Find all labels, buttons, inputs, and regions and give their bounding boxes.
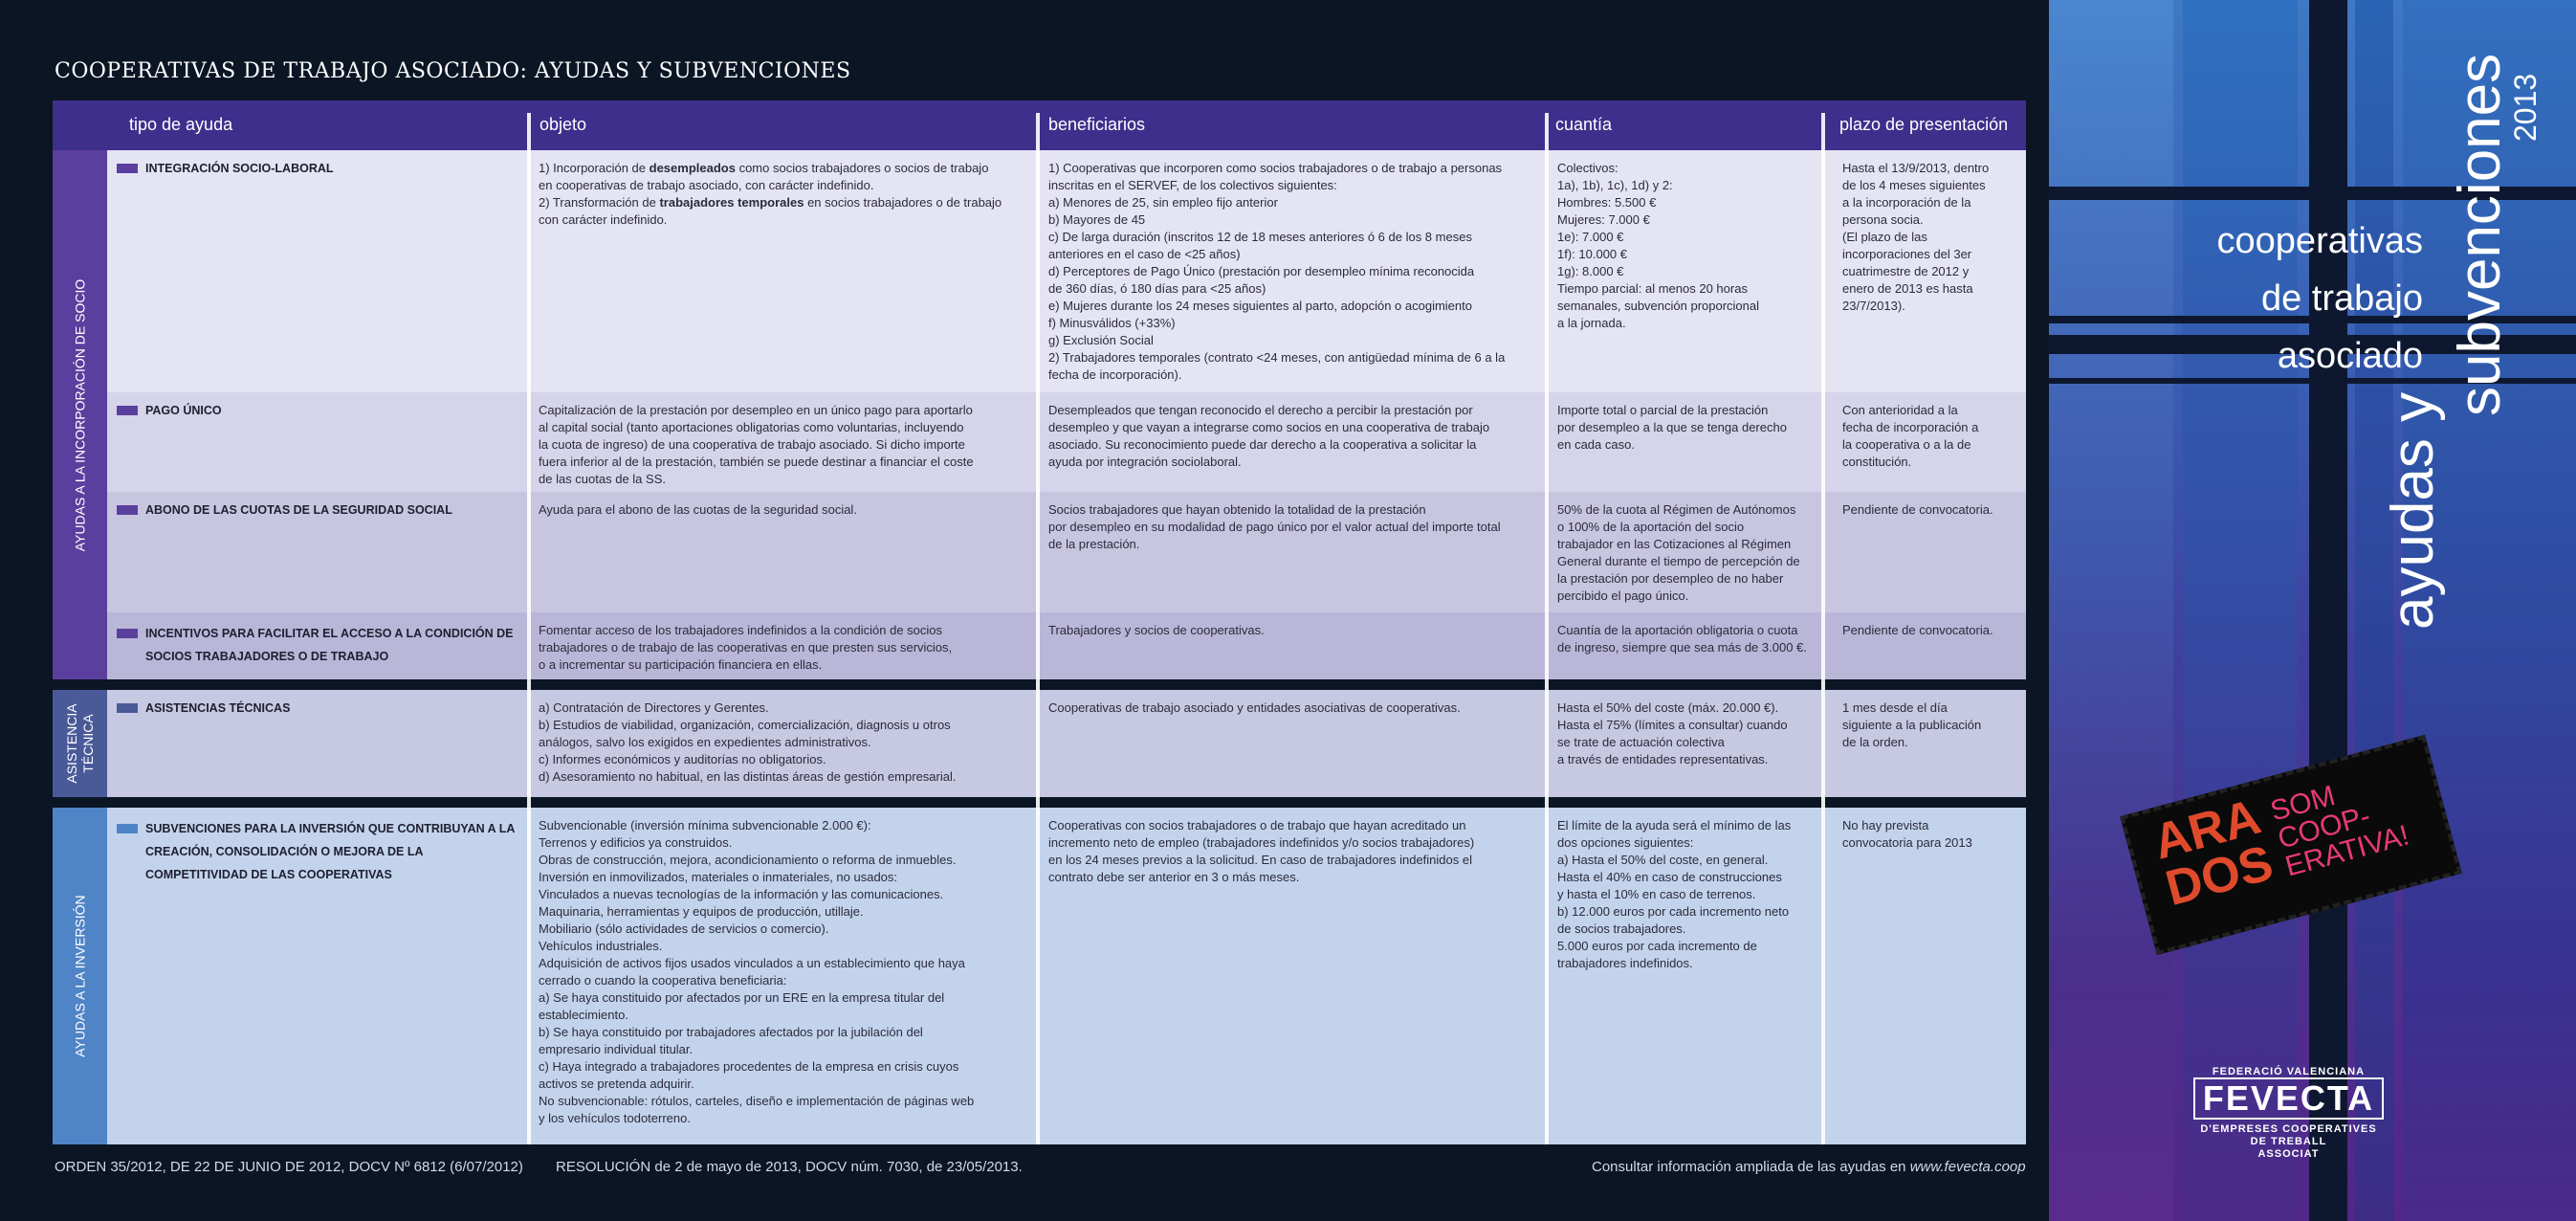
square-icon bbox=[117, 505, 138, 515]
col-tipo: tipo de ayuda bbox=[129, 115, 233, 134]
square-icon bbox=[117, 629, 138, 638]
row-plazo: 1 mes desde el día siguiente a la publicación de la orden. bbox=[1842, 700, 1982, 749]
column-divider bbox=[1821, 113, 1825, 1144]
fevecta-logo: FEDERACIÓ VALENCIANA FEVECTA D'EMPRESES COOPERATIVES DE TREBALL ASSOCIAT bbox=[2152, 1066, 2425, 1161]
row-beneficiarios: Socios trabajadores que hayan obtenido la totalidad de la prestación por desempleo en su modalidad de pago único por el valor actual del importe total de la prestación. bbox=[1048, 502, 1501, 551]
row-type: PAGO ÚNICO bbox=[145, 404, 222, 417]
row-type: SUBVENCIONES PARA LA INVERSIÓN QUE CONTRIBUYAN A LA CREACIÓN, CONSOLIDACIÓN O MEJORA DE LA COMPETITIVIDAD DE LAS COOPERATIVAS bbox=[145, 822, 515, 881]
table-row bbox=[107, 492, 2026, 612]
row-plazo: Con anterioridad a la fecha de incorporación a la cooperativa o a la de constitución. bbox=[1842, 403, 1979, 469]
col-objeto: objeto bbox=[539, 115, 587, 134]
row-cuantia: Hasta el 50% del coste (máx. 20.000 €). Hasta el 75% (límites a consultar) cuando se trate de actuación colectiva a través de entidades representativas. bbox=[1557, 700, 1788, 766]
row-cuantia: Colectivos: 1a), 1b), 1c), 1d) y 2: Hombres: 5.500 € Mujeres: 7.000 € 1e): 7.000 € 1f): 10.000 € 1g): 8.000 € Tiempo parcial: al menos 20 horas semanales, subvención proporcional a la jornada. bbox=[1557, 161, 1760, 330]
row-beneficiarios: 1) Cooperativas que incorporen como socios trabajadores o de trabajo a personas inscritas en el SERVEF, de los colectivos siguientes: a) Menores de 25, sin empleo fijo anterior b) Mayores de 45 c) De larga duración (inscritos 12 de 18 meses anteriores ó 6 de los 8 meses anteriores en el caso de <25 años) d) Perceptores de Pago Único (prestación por desempleo mínima reconocida de 360 días, ó 180 días para <25 años) e) Mujeres durante los 24 meses siguientes al parto, adopción o acogimiento f) Minusválidos (+33%) g) Exclusión Social 2) Trabajadores temporales (contrato <24 meses, con antigüedad mínima de 6 a la fecha de incorporación). bbox=[1048, 161, 1506, 382]
square-icon bbox=[117, 703, 138, 713]
row-plazo: Hasta el 13/9/2013, dentro de los 4 meses siguientes a la incorporación de la persona socia. (El plazo de las incorporaciones del 3er cuatrimestre de 2012 y enero de 2013 es hasta 23/7/2013). bbox=[1842, 161, 1990, 313]
table-row bbox=[107, 392, 2026, 492]
col-plazo: plazo de presentación bbox=[1839, 115, 2009, 134]
row-objeto: Subvencionable (inversión mínima subvencionable 2.000 €): Terrenos y edificios ya construidos. Obras de construcción, mejora, acondicionamiento o reforma de inmuebles. Inversión en inmovilizados, materiales o inmateriales, no usados: Vinculados a nuevas tecnologías de la información y las comunicaciones. Maquinaria, herramientas y equipos de producción, utillaje. Mobiliario (sólo actividades de servicios o comercio). Vehículos industriales. Adquisición de activos fijos usados vinculados a un establecimiento que haya cerrado o cuando la cooperativa beneficiaria: a) Se haya constituido por afectados por un ERE en la empresa titular del establecimiento. b) Se haya constituido por trabajadores afectados por la jubilación del empresario individual titular. c) Haya integrado a trabajadores procedentes de la empresa en crisis cuyos activos se pretenda adquirir. No subvencionable: rótulos, carteles, diseño e implementación de páginas web y los vehículos todoterreno. bbox=[539, 818, 975, 1125]
row-cuantia: Cuantía de la aportación obligatoria o cuota de ingreso, siempre que sea más de 3.000 €. bbox=[1557, 623, 1807, 655]
footer-info: Consultar información ampliada de las ayudas en www.fevecta.coop bbox=[1592, 1159, 2026, 1175]
cover-vertical-subvenciones: subvenciones bbox=[2447, 53, 2513, 416]
row-beneficiarios: Desempleados que tengan reconocido el derecho a percibir la prestación por desempleo y que vayan a integrarse como socios en una cooperativa de trabajo asociado. Su reconocimiento puede dar derecho a la cooperativa a solicitar la ayuda por integración sociolaboral. bbox=[1048, 403, 1490, 469]
row-type: ABONO DE LAS CUOTAS DE LA SEGURIDAD SOCIAL bbox=[145, 503, 452, 517]
row-type: INTEGRACIÓN SOCIO-LABORAL bbox=[145, 162, 334, 175]
row-beneficiarios: Cooperativas con socios trabajadores o de trabajo que hayan acreditado un incremento neto de empleo (trabajadores indefinidos y/o socios trabajadores) en los 24 meses previos a la solicitud. En caso de trabajadores indefinidos el contrato debe ser anterior en 3 o más meses. bbox=[1048, 818, 1475, 884]
row-cuantia: 50% de la cuota al Régimen de Autónomos o 100% de la aportación del socio trabajador en las Cotizaciones al Régimen General durante el tiempo de percepción de la prestación por desempleo de no haber percibido el pago único. bbox=[1557, 502, 1800, 603]
row-objeto: Fomentar acceso de los trabajadores indefinidos a la condición de socios trabajadores o de trabajo de las cooperativas en que presten sus servicios, o a incrementar su participación financiera en ellas. bbox=[539, 623, 953, 672]
row-objeto: 1) Incorporación de desempleados como socios trabajadores o socios de trabajo en cooperativas de trabajo asociado, con carácter indefinido. 2) Transformación de trabajadores temporales en socios trabajadores o de trabajo con carácter indefinido. bbox=[539, 161, 1002, 227]
footer-resolucion: RESOLUCIÓN de 2 de mayo de 2013, DOCV núm. 7030, de 23/05/2013. bbox=[556, 1159, 1023, 1175]
column-divider bbox=[527, 113, 531, 1144]
square-icon bbox=[117, 824, 138, 833]
table-row bbox=[107, 808, 2026, 1144]
square-icon bbox=[117, 406, 138, 415]
row-type: INCENTIVOS PARA FACILITAR EL ACCESO A LA CONDICIÓN DE SOCIOS TRABAJADORES O DE TRABAJO bbox=[145, 627, 514, 663]
group-asistencia: ASISTENCIA TÉCNICA bbox=[53, 690, 107, 797]
row-objeto: a) Contratación de Directores y Gerentes. b) Estudios de viabilidad, organización, comercialización, diagnosis u otros análogos, salvo los exigidos en expedientes administrativos. c) Informes económicos y auditorías no obligatorios. d) Asesoramiento no habitual, en las distintas áreas de gestión empresarial. bbox=[539, 700, 957, 784]
col-cuantia: cuantía bbox=[1555, 115, 1613, 134]
col-beneficiarios: beneficiarios bbox=[1048, 115, 1146, 134]
column-divider bbox=[1036, 113, 1040, 1144]
row-plazo: Pendiente de convocatoria. bbox=[1842, 623, 1993, 637]
cover-vertical-ayudas: ayudas y bbox=[2380, 391, 2446, 630]
column-divider bbox=[1545, 113, 1549, 1144]
square-icon bbox=[117, 164, 138, 173]
group-incorporacion: AYUDAS A LA INCORPORACIÓN DE SOCIO bbox=[53, 150, 107, 679]
cover-year: 2013 bbox=[2508, 73, 2543, 142]
row-plazo: Pendiente de convocatoria. bbox=[1842, 502, 1993, 517]
cover-panel bbox=[2049, 0, 2576, 1221]
row-beneficiarios: Cooperativas de trabajo asociado y entidades asociativas de cooperativas. bbox=[1048, 700, 1461, 715]
row-objeto: Capitalización de la prestación por desempleo en un único pago para aportarlo al capital social (tanto aportaciones obligatorias como voluntarias, incluyendo la cuota de ingreso) de una cooperativa de trabajo asociado. Si dicho importe fuera inferior al de la prestación, también se puede destinar a financiar el coste de las cuotas de la SS. bbox=[539, 403, 974, 486]
row-objeto: Ayuda para el abono de las cuotas de la seguridad social. bbox=[539, 502, 857, 517]
page-title: COOPERATIVAS DE TRABAJO ASOCIADO: AYUDAS Y SUBVENCIONES bbox=[55, 59, 851, 83]
row-beneficiarios: Trabajadores y socios de cooperativas. bbox=[1048, 623, 1265, 637]
row-type: ASISTENCIAS TÉCNICAS bbox=[145, 701, 291, 715]
row-cuantia: Importe total o parcial de la prestación por desempleo a la que se tenga derecho en cada caso. bbox=[1557, 403, 1787, 452]
ara-dos-stamp: ARA DOS SOM COOP- ERATIVA! bbox=[2120, 735, 2462, 955]
footer-orden: ORDEN 35/2012, DE 22 DE JUNIO DE 2012, DOCV Nº 6812 (6/07/2012) bbox=[55, 1159, 523, 1175]
row-plazo: No hay prevista convocatoria para 2013 bbox=[1842, 818, 1972, 850]
table-row bbox=[107, 612, 2026, 679]
table-row bbox=[107, 150, 2026, 392]
group-inversion: AYUDAS A LA INVERSIÓN bbox=[53, 808, 107, 1144]
website-link[interactable]: www.fevecta.coop bbox=[1909, 1159, 2026, 1175]
table-row bbox=[107, 690, 2026, 797]
row-cuantia: El límite de la ayuda será el mínimo de las dos opciones siguientes: a) Hasta el 50% del coste, en general. Hasta el 40% en caso de construcciones y hasta el 10% en caso de terrenos. b) 12.000 euros por cada incremento neto de socios trabajadores. 5.000 euros por cada incremento de trabajadores indefinidos. bbox=[1557, 818, 1792, 970]
cover-title: cooperativas de trabajo asociado bbox=[2216, 221, 2423, 376]
